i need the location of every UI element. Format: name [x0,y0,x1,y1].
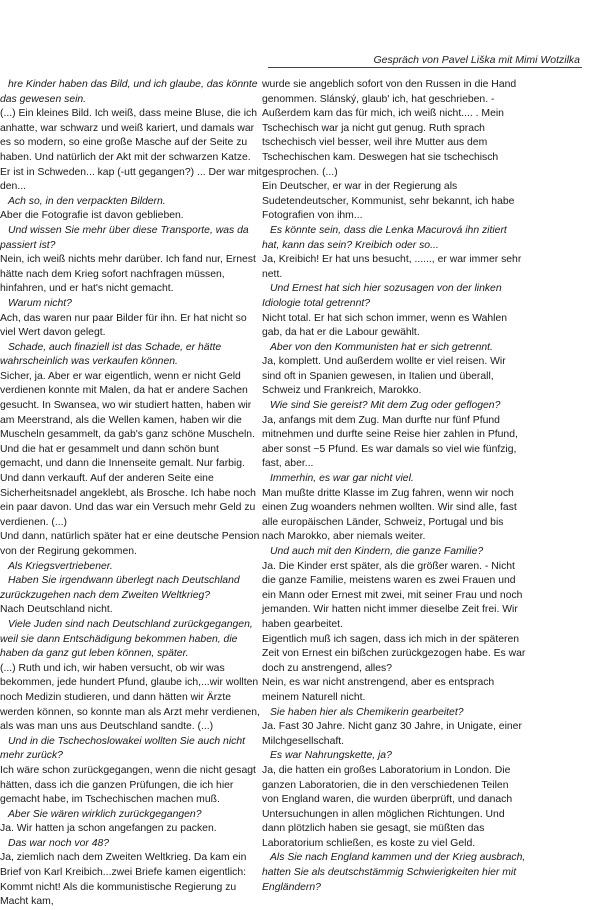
interview-question: Als Sie nach England kammen und der Krieg ausbrach, hatten Sie als deutschstämmig Schwierigkeiten hier mit Engländern? [262,852,526,893]
interview-answer: Ich wäre schon zurückgegangen, wenn die nicht gesagt hätten, dass ich die ganzen Prüfungen, die ich hier gemacht habe, im Tschechischen machen muß. [0,764,256,806]
interview-question: Aber von den Kommunisten hat er sich getrennt. [270,341,493,353]
interview-question: Warum nicht? [8,297,72,309]
interview-question: Haben Sie irgendwann überlegt nach Deutschland zurückzugehen nach dem Zweiten Weltkrieg? [0,575,240,601]
interview-answer: Ja, ziemlich nach dem Zweiten Weltkrieg. Da kam ein Brief von Karl Kreibich...zwei Briefe kamen eigentlich: Kommt nicht! Als die kommunistische Regierung zu Macht kam, [0,852,247,908]
interview-answer: Eigentlich muß ich sagen, dass ich mich in der späteren Zeit von Ernest ein bißchen zurückgezogen habe. Es war doch zu anstrengend, alles? [262,633,526,674]
interview-question: Und Ernest hat sich hier sozusagen von der linken Idiologie total getrennt? [262,283,502,309]
interview-question: Immerhin, es war gar nicht viel. [270,473,414,485]
interview-answer: (...) Ruth und ich, wir haben versucht, ob wir was bekommen, jede hundert Pfund, glaube ich,...wir wollten noch Medizin studieren, und dann hätten wir Ärzte werden können, so konnte man als Arzt mehr verdienen, als was man uns aus Deutschland sandte. (...) [0,662,260,733]
interview-question: Und in die Tschechoslowakei wollten Sie auch nicht mehr zurück? [0,735,246,762]
interview-answer: Nein, es war nicht anstrengend, aber es entsprach meinem Naturell nicht. [262,677,495,703]
interview-question: Aber Sie wären wirklich zurückgegangen? [8,808,202,820]
interview-question: Wie sind Sie gereist? Mit dem Zug oder geflogen? [270,400,501,412]
interview-question: Schade, auch finaziell ist das Schade, er hätte wahrscheinlich was verkaufen können. [0,341,222,368]
interview-answer: wurde sie angeblich sofort von den Russen in die Hand genommen. Slánský, glaub' ich, hat geschrieben. - Außerdem kam das für mich, ich weiß nicht.... . Mein Tschechisch war ja nicht gut genug. Ruth sprach tschechisch viel besser, weil ihre Mutter aus dem Tschechischen kam. Deswegen hat sie tschechisch gesprochen. (...) [262,79,517,178]
interview-question: Viele Juden sind nach Deutschland zurückgegangen, weil sie dann Entschädigung bekommen haben, die haben da ganz gut leben können, später. [0,618,253,660]
text-column-right [262,78,526,895]
interview-answer: Ach, das waren nur paar Bilder für ihn. Er hat nicht so viel Wert davon gelegt. [0,312,247,339]
interview-answer: Ja, komplett. Und außerdem wollte er viel reisen. Wir sind oft in Spanien gewesen, in Italien und überall, Schweiz und Frankreich, Marokko. [262,356,506,397]
interview-question: Als Kriegsvertriebener. [8,560,113,572]
interview-answer: Ja. Die Kinder erst später, als die größer waren. - Nicht die ganze Familie, meistens waren es zwei Frauen und ein Mann oder Ernest mit zwei, mit seiner Frau und noch jemanden. Wir hatten nicht immer dieselbe Zeit frei. Wir haben gearbeitet. [262,560,523,630]
interview-answer: Ja, die hatten ein großes Laboratorium in London. Die ganzen Laboratorien, die in den verschiedenen Teilen von England waren, die wurden überprüft, und danach Untersuchungen in allen möglichen Richtungen. Und dann plötzlich haben sie gesagt, sie müßten das Laboratorium schließen, es koste zu viel Geld. [262,764,513,849]
interview-question: Ach so, in den verpackten Bildern. [8,195,166,207]
interview-answer: Ja. Fast 30 Jahre. Nicht ganz 30 Jahre, in Unigate, einer Milchgesellschaft. [262,721,522,747]
interview-answer: (...) Ein kleines Bild. Ich weiß, dass meine Bluse, die ich anhatte, war schwarz und weiß kariert, und damals war es so modern, so eine große Masche auf der Seite zu haben. Und natürlich der Akt mit der schwarzen Katze. Er ist in Schweden... kap (-utt gegangen?) ... Der war mit den... [0,108,262,193]
interview-answer: Man mußte dritte Klasse im Zug fahren, wenn wir noch einen Zug woanders nehmen wollten. Wir sind alle, fast alle europäischen Länder, Schweiz, Portugal und bis nach Marokko, aber niemals weiter. [262,487,517,543]
interview-question: Und wissen Sie mehr über diese Transporte, was da passiert ist? [0,224,249,251]
interview-answer: Aber die Fotografie ist davon geblieben. [0,210,184,222]
interview-answer: Sicher, ja. Aber er war eigentlich, wenn er nicht Geld verdienen konnte mit Malen, da hat er andere Sachen gesucht. In Swansea, wo wir studiert hatten, haben wir am Meerstrand, als die Wellen kamen, haben wir die Muscheln gesammelt, da gab's ganz schöne Muscheln. Und die hat er gesammelt und dann schön bunt gemacht, und dann die Innenseite gemalt. Nur farbig. Und dann verkauft. Auf der anderen Seite eine Sicherheitsnadel angeklebt, als Brosche. Ich habe noch ein paar davon. Und das war ein Versuch mehr Geld zu verdienen. (...) [0,370,256,528]
interview-answer: Ja, Kreibich! Er hat uns besucht, ......, er war immer sehr nett. [262,254,522,280]
interview-question: Es könnte sein, dass die Lenka Macurová ihn zitiert hat, kann das sein? Kreibich oder so... [262,224,507,251]
interview-answer: Nach Deutschland nicht. [0,604,113,616]
interview-answer: Und dann, natürlich später hat er eine deutsche Pension von der Regirung gekommen. [0,531,260,557]
interview-answer: Nein, ich weiß nichts mehr darüber. Ich fand nur, Ernest hätte nach dem Krieg sofort nachfragen müssen, hinfahren, und er hat's nicht gemacht. [0,254,256,295]
interview-question: Es war Nahrungskette, ja? [270,750,392,762]
interview-answer: Nicht total. Er hat sich schon immer, wenn es Wahlen gab, da hat er die Labour gewählt. [262,312,508,339]
interview-question: Und auch mit den Kindern, die ganze Familie? [270,546,484,557]
interview-question: hre Kinder haben das Bild, und ich glaube, das könnte das gewesen sein. [0,79,258,105]
running-header: Gespräch von Pavel Liška mit Mimi Wotzilka [373,54,580,66]
interview-question: Das war noch vor 48? [8,837,110,849]
interview-answer: Ja, anfangs mit dem Zug. Man durfte nur fünf Pfund mitnehmen und durfte seine Reise hier zahlen in Pfund, aber sonst ~5 Pfund. Es war damals so viel wie fünfzig, fast, aber... [262,414,518,470]
interview-answer: Ja. Wir hatten ja schon angefangen zu packen. [0,823,217,835]
interview-answer: Ein Deutscher, er war in der Regierung als Sudetendeutscher, Kommunist, sehr bekannt, ich habe Fotografien von ihm... [262,181,515,222]
interview-question: Sie haben hier als Chemikerin gearbeitet? [270,706,464,718]
text-column-left [0,78,262,910]
header-rule [268,67,582,68]
